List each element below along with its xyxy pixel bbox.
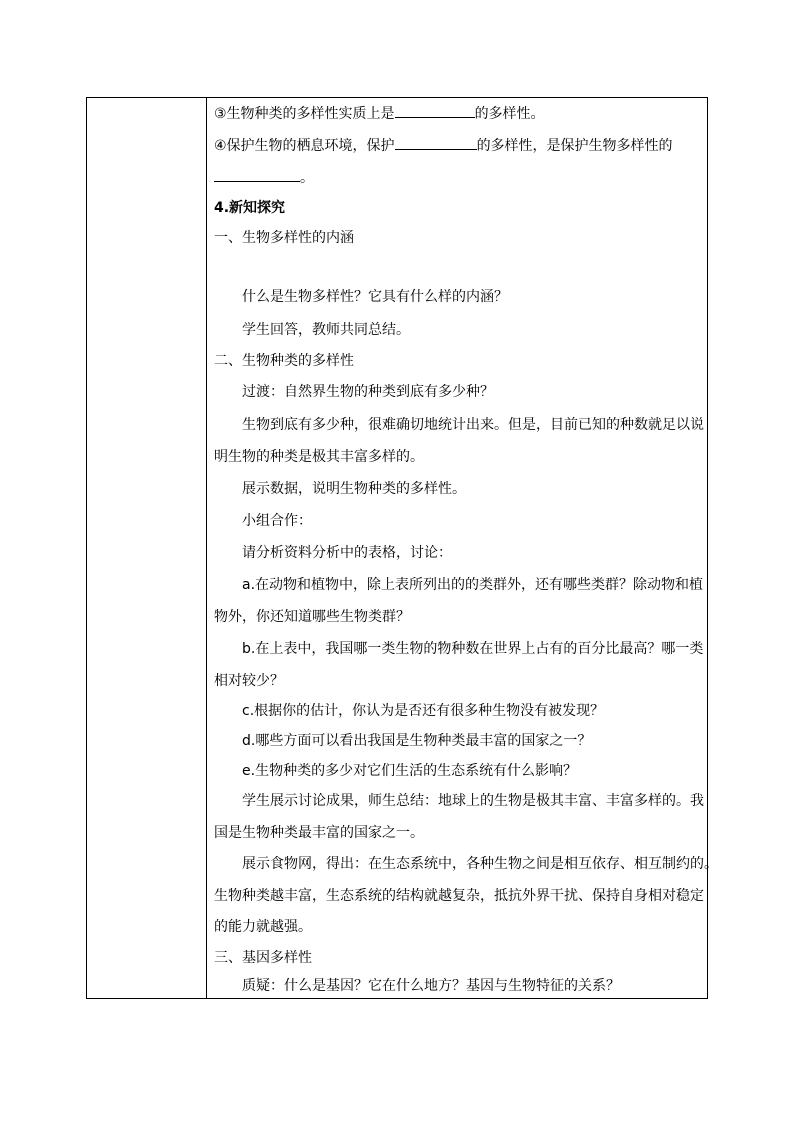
question-b: b.在上表中，我国哪一类生物的物种数在世界上占有的百分比最高？哪一类	[242, 641, 704, 657]
question-c: c.根据你的估计，你认为是否还有很多种生物没有被发现？	[242, 703, 605, 719]
text-line-blank-3: ③生物种类的多样性实质上是 的多样性。	[214, 102, 703, 124]
text-line: 国是生物种类最丰富的国家之一。	[214, 825, 424, 841]
text-line: 什么是生物多样性？它具有什么样的内涵？	[242, 289, 508, 305]
text-line: 明生物的种类是极其丰富多样的。	[214, 449, 424, 465]
table-left-column	[87, 98, 207, 998]
question-d: d.哪些方面可以看出我国是生物种类最丰富的国家之一？	[242, 733, 592, 749]
text-line: 展示数据，说明生物种类的多样性。	[242, 481, 466, 497]
fill-blank	[395, 134, 477, 150]
text-line: 的能力就越强。	[214, 919, 312, 935]
lesson-table	[86, 97, 718, 999]
text-line-blank-4: ④保护生物的栖息环境，保护 的多样性，是保护生物多样性的	[214, 134, 703, 156]
text-line: 请分析资料分析中的表格，讨论：	[242, 545, 452, 561]
text-line: 过渡：自然界生物的种类到底有多少种？	[242, 384, 494, 400]
subheading-1: 一、生物多样性的内涵	[214, 230, 354, 246]
question-e: e.生物种类的多少对它们生活的生态系统有什么影响？	[242, 763, 578, 779]
question-a: a.在动物和植物中，除上表所列出的的类群外，还有哪些类群？除动物和植	[242, 577, 704, 593]
text-line: 小组合作：	[242, 513, 312, 529]
text-line-blank-4-cont: 。	[214, 166, 703, 188]
text-line: 学生回答，教师共同总结。	[242, 322, 410, 338]
fill-blank	[214, 166, 300, 182]
text-line: 生物种类越丰富，生态系统的结构就越复杂，抵抗外界干扰、保持自身相对稳定	[214, 888, 704, 904]
fill-blank	[395, 102, 475, 118]
subheading-2: 二、生物种类的多样性	[214, 353, 354, 369]
section-heading: 4.新知探究	[214, 200, 286, 216]
text-line: 展示食物网，得出：在生态系统中，各种生物之间是相互依存、相互制约的。	[242, 856, 718, 872]
question-a-cont: 物外，你还知道哪些生物类群？	[214, 609, 410, 625]
text-line: 质疑：什么是基因？它在什么地方？基因与生物特征的关系？	[242, 978, 620, 994]
text-line: 生物到底有多少种，很难确切地统计出来。但是，目前已知的种数就足以说	[242, 417, 704, 433]
table-right-column	[208, 98, 718, 998]
question-b-cont: 相对较少？	[214, 673, 284, 689]
text-line: 学生展示讨论成果，师生总结：地球上的生物是极其丰富、丰富多样的。我	[242, 793, 704, 809]
subheading-3: 三、基因多样性	[214, 950, 312, 966]
